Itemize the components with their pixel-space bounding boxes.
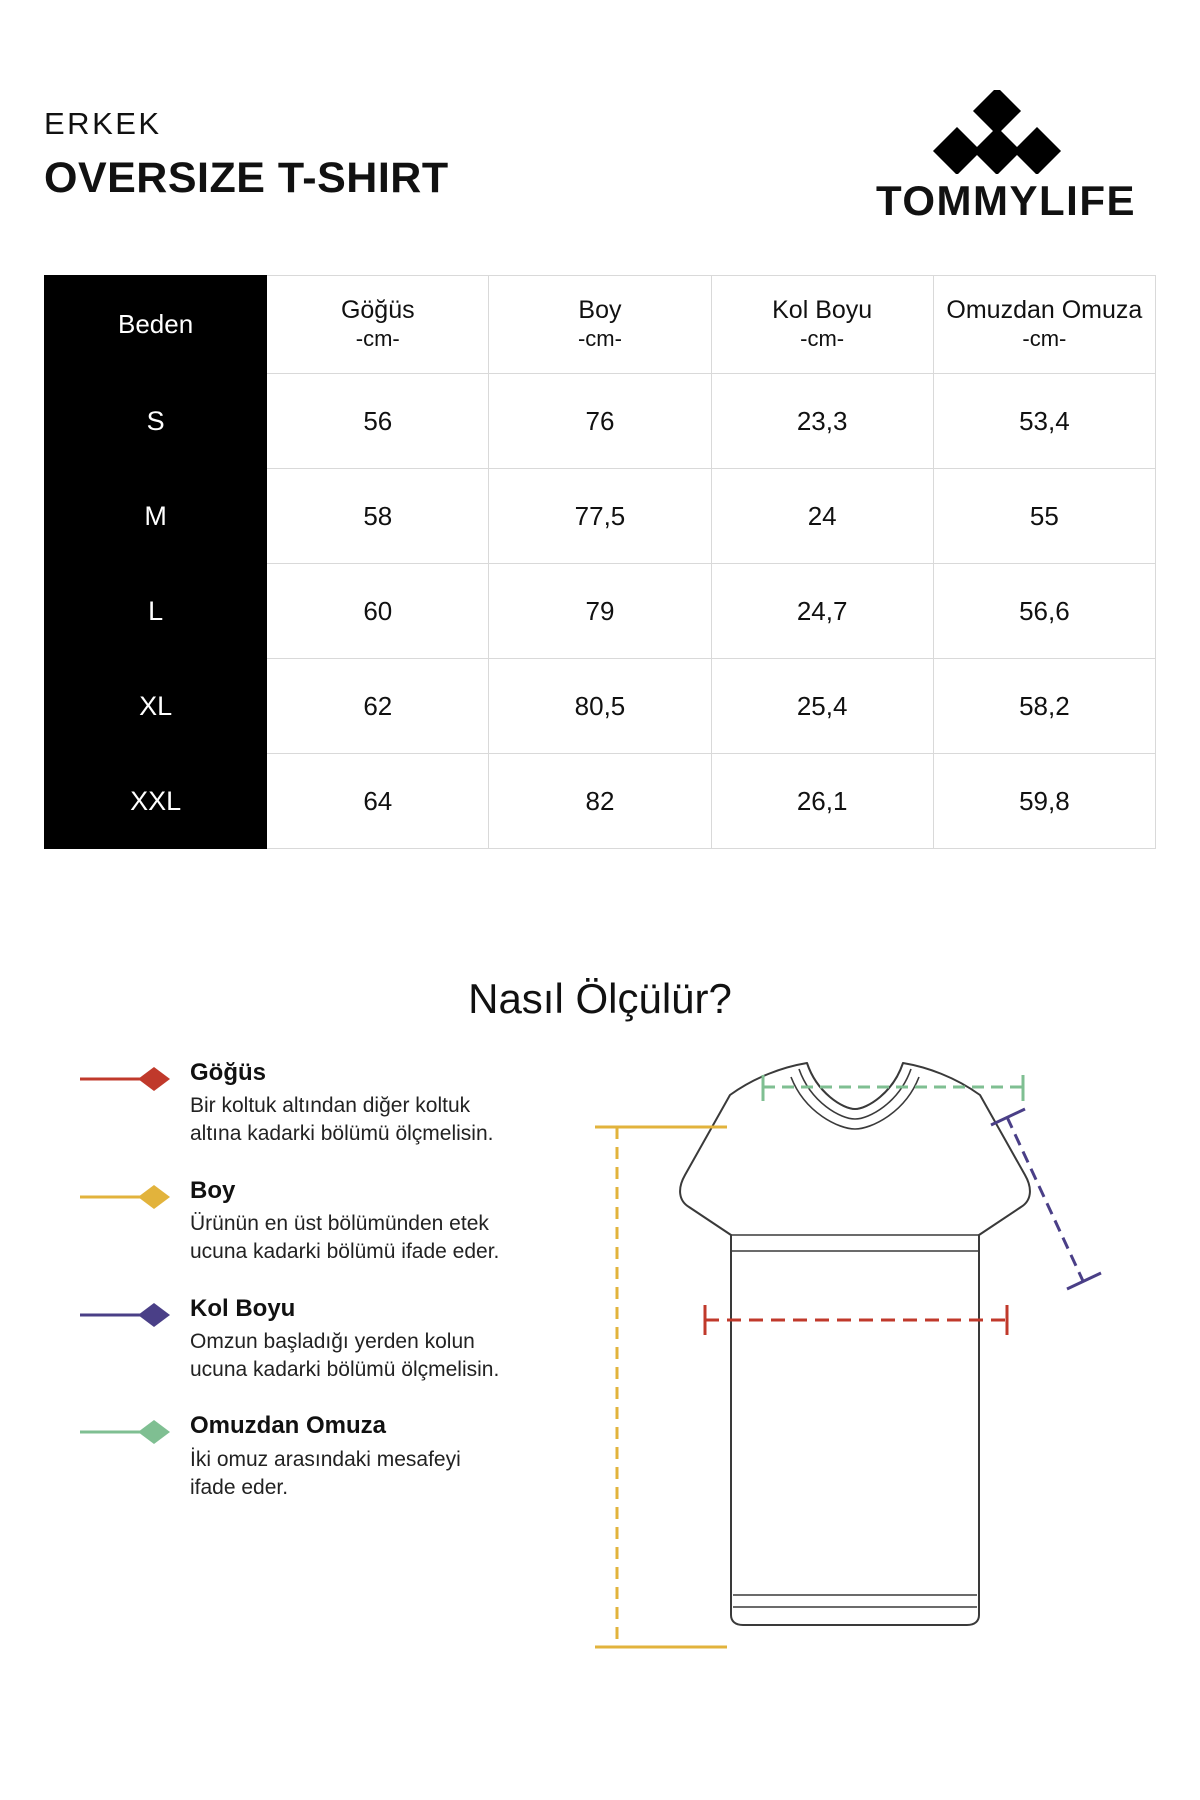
chest-marker-icon	[80, 1066, 176, 1092]
brand	[856, 90, 1156, 222]
brand-logo-icon	[911, 90, 1101, 174]
legend-desc: İki omuz arasındaki mesafeyi ifade eder.	[190, 1447, 461, 1499]
legend-name: Göğüs	[190, 1059, 266, 1086]
tshirt-measurement-diagram	[555, 1055, 1155, 1675]
table-row	[45, 659, 1156, 754]
cell-gogus: 60	[267, 564, 489, 659]
column-header-beden-label: Beden	[118, 309, 194, 340]
size-table	[44, 275, 1156, 849]
column-header-boy-label: Boy	[578, 296, 622, 325]
cell-size: XXL	[45, 754, 267, 849]
legend-item-kol-boyu	[80, 1296, 500, 1384]
legend-name: Boy	[190, 1176, 236, 1204]
cell-omuzdan-omuza: 59,8	[933, 754, 1155, 849]
column-header-boy	[489, 276, 711, 374]
legend-name: Kol Boyu	[190, 1294, 296, 1322]
legend-item-omuzdan-omuza	[80, 1413, 500, 1501]
legend-desc: Omzun başladığı yerden kolun ucuna kadarki bölümü ölçmelisin.	[190, 1330, 500, 1381]
column-header-beden	[45, 276, 267, 374]
column-header-omuzdan-omuza-label: Omuzdan Omuza	[946, 296, 1143, 325]
cell-boy: 76	[489, 374, 711, 469]
column-header-gogus-label: Göğüs	[340, 296, 415, 325]
cell-kol-boyu: 23,3	[711, 374, 933, 469]
cell-gogus: 58	[267, 469, 489, 564]
column-header-kol-boyu	[711, 276, 933, 374]
column-header-gogus-unit: -cm-	[355, 326, 400, 352]
cell-omuzdan-omuza: 53,4	[933, 374, 1155, 469]
cell-kol-boyu: 24	[711, 469, 933, 564]
cell-boy: 77,5	[489, 469, 711, 564]
column-header-gogus	[267, 276, 489, 374]
table-row	[45, 374, 1156, 469]
cell-size: XL	[45, 659, 267, 754]
cell-size: M	[45, 469, 267, 564]
page-title: OVERSIZE T-SHIRT	[44, 154, 449, 202]
cell-boy: 80,5	[489, 659, 711, 754]
how-to-measure-title: Nasıl Ölçülür?	[468, 975, 732, 1022]
cell-gogus: 62	[267, 659, 489, 754]
column-header-kol-boyu-label: Kol Boyu	[772, 296, 873, 325]
cell-kol-boyu: 25,4	[711, 659, 933, 754]
legend-item-boy	[80, 1178, 500, 1266]
column-header-omuzdan-omuza	[933, 276, 1155, 374]
column-header-kol-boyu-unit: -cm-	[800, 326, 845, 352]
cell-gogus: 64	[267, 754, 489, 849]
cell-gogus: 56	[267, 374, 489, 469]
cell-omuzdan-omuza: 58,2	[933, 659, 1155, 754]
column-header-boy-unit: -cm-	[577, 326, 622, 352]
brand-name: TOMMYLIFE	[875, 177, 1137, 224]
table-row	[45, 469, 1156, 564]
cell-omuzdan-omuza: 56,6	[933, 564, 1155, 659]
cell-boy: 82	[489, 754, 711, 849]
legend-desc: Bir koltuk altından diğer koltuk altına kadarki bölümü ölçmelisin.	[190, 1094, 494, 1146]
column-header-omuzdan-omuza-unit: -cm-	[1022, 326, 1067, 352]
measurement-legend	[80, 1060, 500, 1531]
header	[44, 108, 1156, 258]
shoulder-marker-icon	[80, 1419, 176, 1445]
cell-size: L	[45, 564, 267, 659]
cell-size: S	[45, 374, 267, 469]
cell-kol-boyu: 24,7	[711, 564, 933, 659]
length-marker-icon	[80, 1184, 176, 1210]
legend-name: Omuzdan Omuza	[190, 1412, 387, 1440]
page-kicker: ERKEK	[44, 106, 162, 141]
cell-omuzdan-omuza: 55	[933, 469, 1155, 564]
legend-desc: Ürünün en üst bölümünden etek ucuna kadarki bölümü ifade eder.	[190, 1212, 500, 1263]
table-row	[45, 564, 1156, 659]
table-row	[45, 754, 1156, 849]
cell-boy: 79	[489, 564, 711, 659]
title-block	[44, 108, 449, 200]
table-header-row	[45, 276, 1156, 374]
cell-kol-boyu: 26,1	[711, 754, 933, 849]
legend-item-gogus	[80, 1060, 500, 1148]
sleeve-marker-icon	[80, 1302, 176, 1328]
